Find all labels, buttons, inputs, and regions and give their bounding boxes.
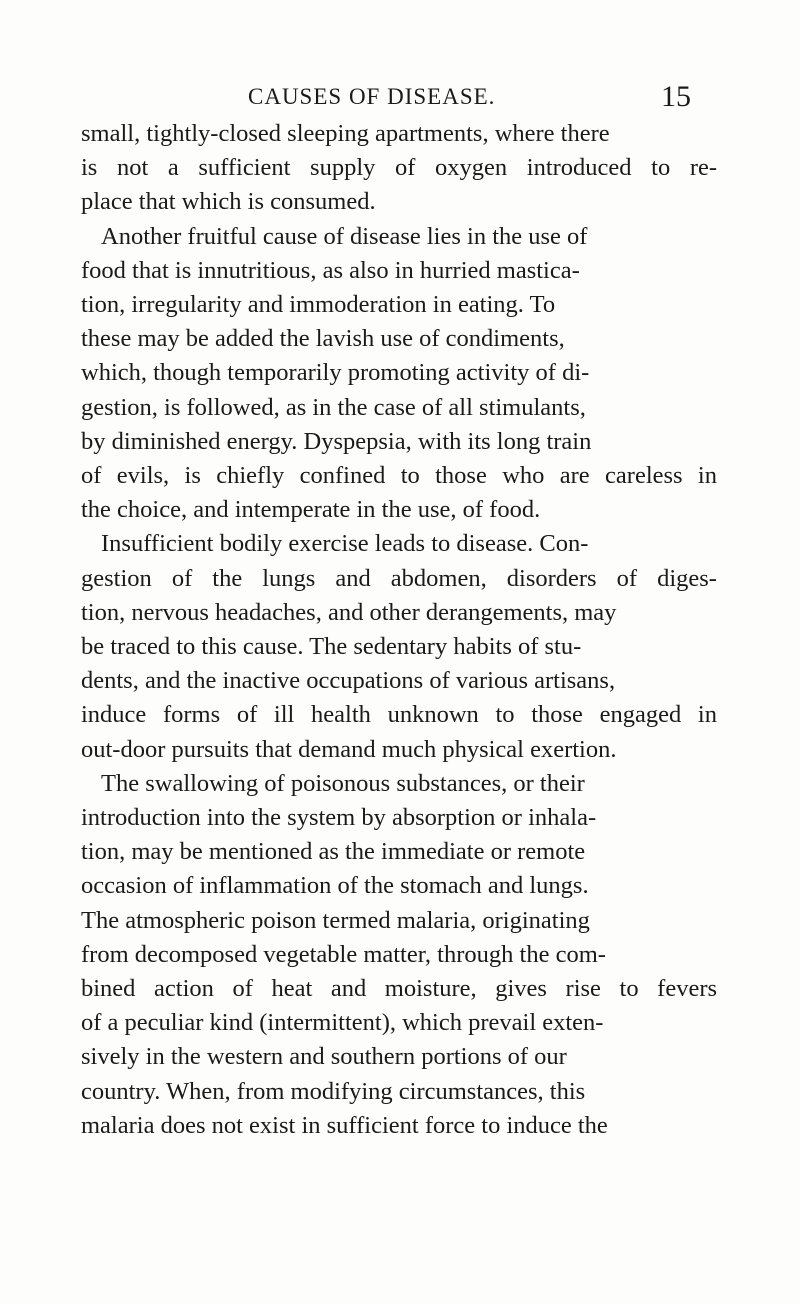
text-line: The swallowing of poisonous substances, or their: [101, 769, 585, 797]
text-line: sively in the western and southern portions of our: [81, 1043, 567, 1071]
text-line: is not a sufficient supply of oxygen introduced to re-: [81, 154, 718, 182]
text-line: gestion, is followed, as in the case of all stimulants,: [81, 393, 586, 421]
text-line: which, though temporarily promoting activity of di-: [81, 359, 590, 387]
text-line: introduction into the system by absorption or inhala-: [81, 804, 597, 831]
text-line: of a peculiar kind (intermittent), which prevail exten-: [81, 1009, 604, 1037]
text-line: out-door pursuits that demand much physical exertion.: [81, 735, 617, 763]
text-line: malaria does not exist in sufficient force to induce the: [81, 1111, 608, 1139]
text-line: gestion of the lungs and abdomen, disorders of diges-: [81, 564, 717, 592]
text-line: bined action of heat and moisture, gives rise to fevers: [81, 975, 718, 1002]
text-line: these may be added the lavish use of condiments,: [81, 325, 565, 353]
text-line: tion, may be mentioned as the immediate or remote: [81, 838, 586, 866]
text-line: Another fruitful cause of disease lies in the use of: [101, 222, 588, 250]
text-line: be traced to this cause. The sedentary habits of stu-: [81, 633, 582, 660]
text-line: country. When, from modifying circumstances, this: [81, 1077, 586, 1105]
text-line: occasion of inflammation of the stomach and lungs.: [81, 872, 589, 900]
text-line: the choice, and intemperate in the use, of food.: [81, 496, 541, 524]
text-line: by diminished energy. Dyspepsia, with its long train: [81, 427, 592, 455]
text-line: place that which is consumed.: [81, 188, 376, 216]
running-title: CAUSES OF DISEASE.: [248, 84, 496, 109]
text-line: dents, and the inactive occupations of various artisans,: [81, 667, 616, 695]
text-line: food that is innutritious, as also in hurried mastica-: [81, 256, 580, 284]
text-line: small, tightly-closed sleeping apartments, where there: [81, 120, 610, 147]
text-line: tion, nervous headaches, and other derangements, may: [81, 598, 617, 626]
text-line: The atmospheric poison termed malaria, originating: [81, 906, 590, 934]
page-number: 15: [661, 80, 691, 113]
text-line: from decomposed vegetable matter, through the com-: [81, 940, 606, 968]
running-head: [0, 80, 800, 114]
text-line: induce forms of ill health unknown to those engaged in: [81, 701, 717, 729]
text-line: tion, irregularity and immoderation in eating. To: [81, 291, 556, 318]
text-line: Insufficient bodily exercise leads to disease. Con-: [101, 530, 589, 558]
text-line: of evils, is chiefly confined to those who are careless in: [81, 462, 717, 489]
